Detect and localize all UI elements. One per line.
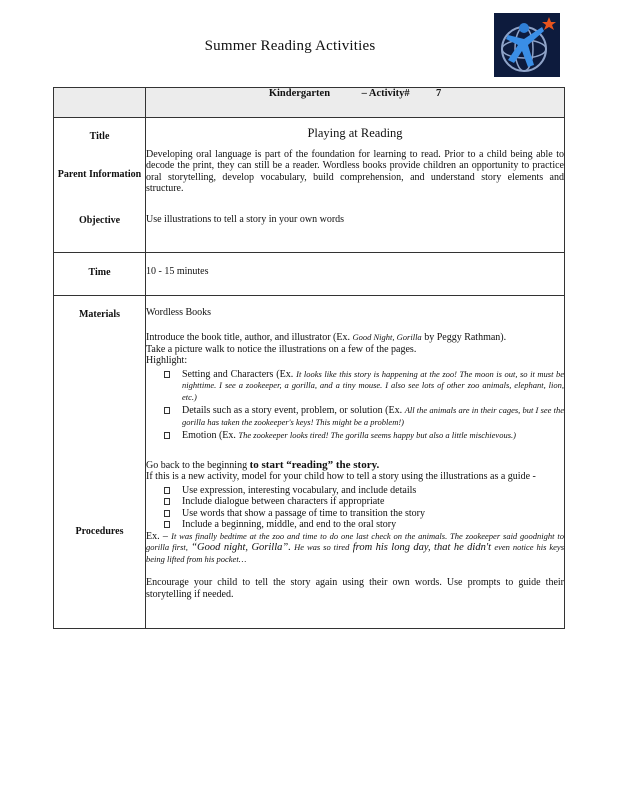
parent-information-text: Developing oral language is part of the foundation for learning to read. Prior to a child being able to decode the print, they can still be a reader. Wordless books provide children an opportunity to practice oral storytelling, develop vocabulary, build comprehension, and understand story elements and structure. — [146, 146, 565, 195]
grade-label: Kindergarten — [268, 88, 331, 99]
list-item: Include a beginning, middle, and end to the oral story — [164, 519, 564, 531]
header-blank-cell — [54, 88, 146, 118]
parent-information-label: Parent Information — [54, 146, 146, 195]
list-item: Use words that show a passage of time to transition the story — [164, 508, 564, 520]
grade-activity-header — [146, 88, 565, 118]
objective-text: Use illustrations to tell a story in your own words — [146, 195, 565, 253]
objective-label: Objective — [54, 195, 146, 253]
list-item: Setting and Characters (Ex. It looks like this story is happening at the zoo! The moon is out, so it must be nighttime. I see a zookeeper, a gorilla, and a tiny mouse. I also see lots of other zoo animals, elephant, lion, etc.) — [164, 369, 564, 404]
procedures-content — [146, 295, 565, 629]
picture-walk-text: Take a picture walk to notice the illustrations on a few of the pages. — [146, 343, 417, 355]
activity-table — [53, 87, 565, 629]
procedures-label: Procedures — [75, 525, 124, 537]
tips-list — [146, 485, 564, 531]
highlight-label: Highlight: — [146, 355, 188, 366]
time-label: Time — [54, 252, 146, 295]
materials-procedures-labels — [54, 295, 146, 629]
logo-icon — [494, 13, 560, 77]
title-value: Playing at Reading — [146, 118, 565, 146]
encourage-text: Encourage your child to tell the story again using their own words. Use prompts to guide their storytelling if needed. — [146, 577, 564, 600]
activity-label: – Activity# — [361, 88, 410, 99]
if-new-text: If this is a new activity, model for your child how to tell a story using the illustrations as a guide - — [146, 471, 536, 482]
materials-value: Wordless Books — [146, 306, 212, 318]
activity-number: 7 — [435, 88, 442, 99]
intro-paragraph: Introduce the book title, author, and illustrator (Ex. Good Night, Gorilla by Peggy Rathman). — [146, 332, 507, 343]
list-item: Use expression, interesting vocabulary, and include details — [164, 485, 564, 497]
list-item: Include dialogue between characters if appropriate — [164, 496, 564, 508]
list-item: Emotion (Ex. The zookeeper looks tired! The gorilla seems happy but also a little mischievous.) — [164, 430, 564, 442]
book-title: Good Night, Gorilla — [352, 332, 422, 342]
time-value: 10 - 15 minutes — [146, 252, 565, 295]
title-label: Title — [54, 118, 146, 146]
example-paragraph: Ex. – It was finally bedtime at the zoo and time to do one last check on the animals. The zookeeper said goodnight to gorilla first, “Good night, Gorilla”. He was so tired from his long day, that he didn't even notice his keys being lifted from his pocket… — [146, 530, 564, 564]
go-back-text: Go back to the beginning to start “reading” the story. — [146, 458, 380, 471]
page-title: Summer Reading Activities — [204, 38, 376, 54]
highlight-list — [146, 369, 564, 442]
materials-label: Materials — [78, 308, 121, 320]
list-item: Details such as a story event, problem, or solution (Ex. All the animals are in their cages, but I see the gorilla has taken the zookeeper's keys! This might be a problem!) — [164, 405, 564, 428]
